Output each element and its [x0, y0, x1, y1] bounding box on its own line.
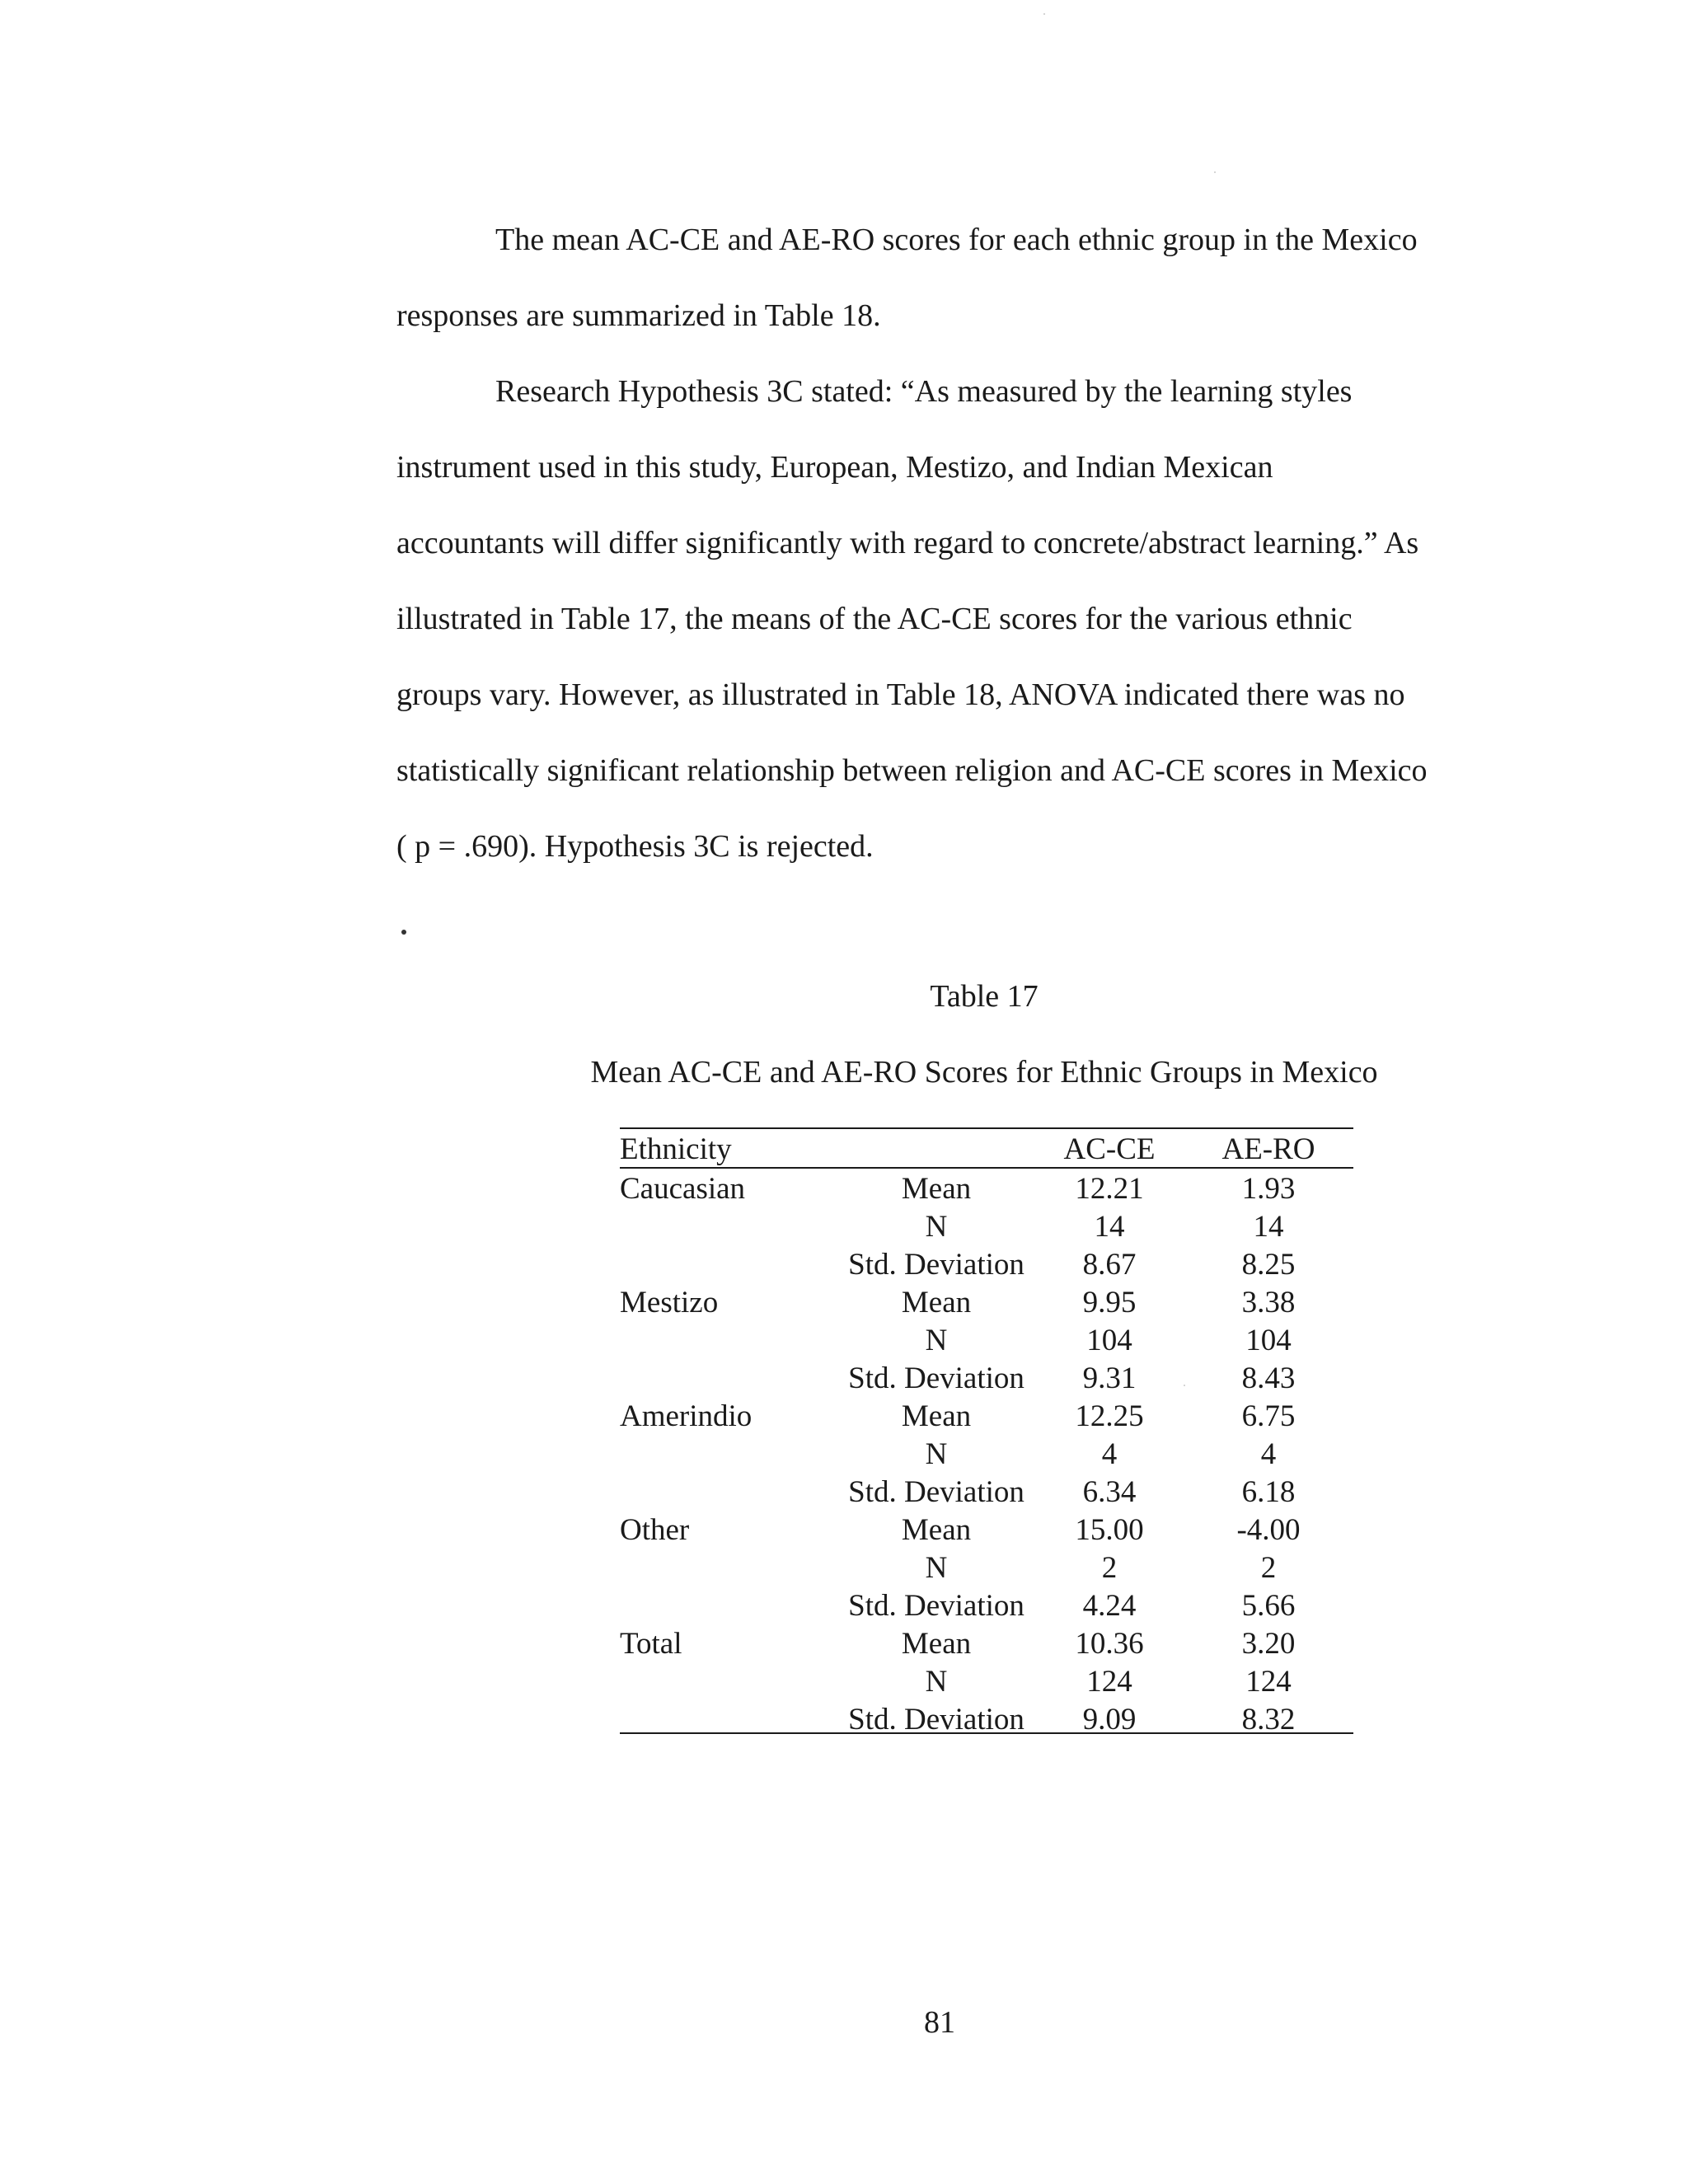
- paragraph-line: statistically significant relationship between religion and AC-CE scores in Mexico: [396, 753, 1428, 788]
- header-acce: AC-CE: [1063, 1132, 1156, 1166]
- header-aero: AE-RO: [1221, 1132, 1315, 1166]
- scan-speck: [1214, 171, 1216, 173]
- row-aero-value: 8.43: [1241, 1361, 1296, 1395]
- table-number: Table 17: [930, 979, 1039, 1014]
- paragraph-line: responses are summarized in Table 18.: [396, 298, 881, 333]
- row-stat-label: Std. Deviation: [848, 1475, 1025, 1509]
- row-stat-label: Std. Deviation: [848, 1703, 1025, 1736]
- row-stat-label: N: [925, 1665, 948, 1699]
- row-aero-value: 6.75: [1241, 1399, 1296, 1433]
- row-aero-value: 2: [1260, 1551, 1277, 1585]
- row-stat-label: N: [925, 1324, 948, 1357]
- paragraph-line: The mean AC-CE and AE-RO scores for each ethnic group in the Mexico: [495, 223, 1418, 257]
- row-group-label: Mestizo: [620, 1286, 719, 1319]
- row-group-label: Amerindio: [620, 1399, 753, 1433]
- row-group-label: Other: [620, 1513, 690, 1547]
- row-acce-value: 124: [1086, 1665, 1132, 1699]
- paragraph-line: Research Hypothesis 3C stated: “As measured by the learning styles: [495, 374, 1353, 409]
- row-stat-label: N: [925, 1210, 948, 1244]
- row-acce-value: 8.67: [1082, 1248, 1137, 1282]
- row-acce-value: 14: [1094, 1210, 1125, 1244]
- paragraph-line: illustrated in Table 17, the means of the AC-CE scores for the various ethnic: [396, 602, 1353, 636]
- row-stat-label: Mean: [901, 1399, 972, 1433]
- row-acce-value: 12.21: [1075, 1172, 1144, 1206]
- row-acce-value: 2: [1101, 1551, 1118, 1585]
- row-acce-value: 10.36: [1075, 1627, 1144, 1661]
- row-aero-value: 5.66: [1241, 1589, 1296, 1623]
- row-stat-label: N: [925, 1437, 948, 1471]
- row-aero-value: 8.25: [1241, 1248, 1296, 1282]
- row-acce-value: 15.00: [1075, 1513, 1144, 1547]
- row-acce-value: 104: [1086, 1324, 1132, 1357]
- row-aero-value: 104: [1245, 1324, 1292, 1357]
- paragraph-line: accountants will differ significantly with regard to concrete/abstract learning.” As: [396, 526, 1419, 560]
- page-number: 81: [924, 2005, 955, 2040]
- row-acce-value: 9.09: [1082, 1703, 1137, 1736]
- stray-dot: [401, 930, 406, 935]
- row-stat-label: Mean: [901, 1172, 972, 1206]
- row-group-label: Total: [620, 1627, 682, 1661]
- table-caption: Mean AC-CE and AE-RO Scores for Ethnic Groups in Mexico: [590, 1055, 1378, 1090]
- row-aero-value: 3.38: [1241, 1286, 1296, 1319]
- row-stat-label: N: [925, 1551, 948, 1585]
- row-stat-label: Std. Deviation: [848, 1361, 1025, 1395]
- row-acce-value: 6.34: [1082, 1475, 1137, 1509]
- scan-speck: [1184, 1385, 1185, 1386]
- scan-speck: [1043, 13, 1045, 15]
- row-stat-label: Mean: [901, 1627, 972, 1661]
- table-header-rule: [620, 1167, 1353, 1169]
- paragraph-line: groups vary. However, as illustrated in Table 18, ANOVA indicated there was no: [396, 677, 1405, 712]
- row-aero-value: -4.00: [1236, 1513, 1301, 1547]
- row-acce-value: 9.95: [1082, 1286, 1137, 1319]
- row-stat-label: Std. Deviation: [848, 1589, 1025, 1623]
- row-acce-value: 4.24: [1082, 1589, 1137, 1623]
- row-aero-value: 4: [1260, 1437, 1277, 1471]
- row-aero-value: 14: [1253, 1210, 1284, 1244]
- row-acce-value: 4: [1101, 1437, 1118, 1471]
- row-aero-value: 6.18: [1241, 1475, 1296, 1509]
- row-aero-value: 1.93: [1241, 1172, 1296, 1206]
- row-aero-value: 124: [1245, 1665, 1292, 1699]
- row-aero-value: 8.32: [1241, 1703, 1296, 1736]
- paragraph-line: instrument used in this study, European, Mestizo, and Indian Mexican: [396, 450, 1273, 485]
- row-stat-label: Mean: [901, 1513, 972, 1547]
- row-group-label: Caucasian: [620, 1172, 746, 1206]
- row-stat-label: Std. Deviation: [848, 1248, 1025, 1282]
- row-acce-value: 12.25: [1075, 1399, 1144, 1433]
- paragraph-line: ( p = .690). Hypothesis 3C is rejected.: [396, 829, 874, 864]
- row-acce-value: 9.31: [1082, 1361, 1137, 1395]
- header-ethnicity: Ethnicity: [620, 1132, 732, 1166]
- row-stat-label: Mean: [901, 1286, 972, 1319]
- table-top-rule: [620, 1127, 1353, 1129]
- row-aero-value: 3.20: [1241, 1627, 1296, 1661]
